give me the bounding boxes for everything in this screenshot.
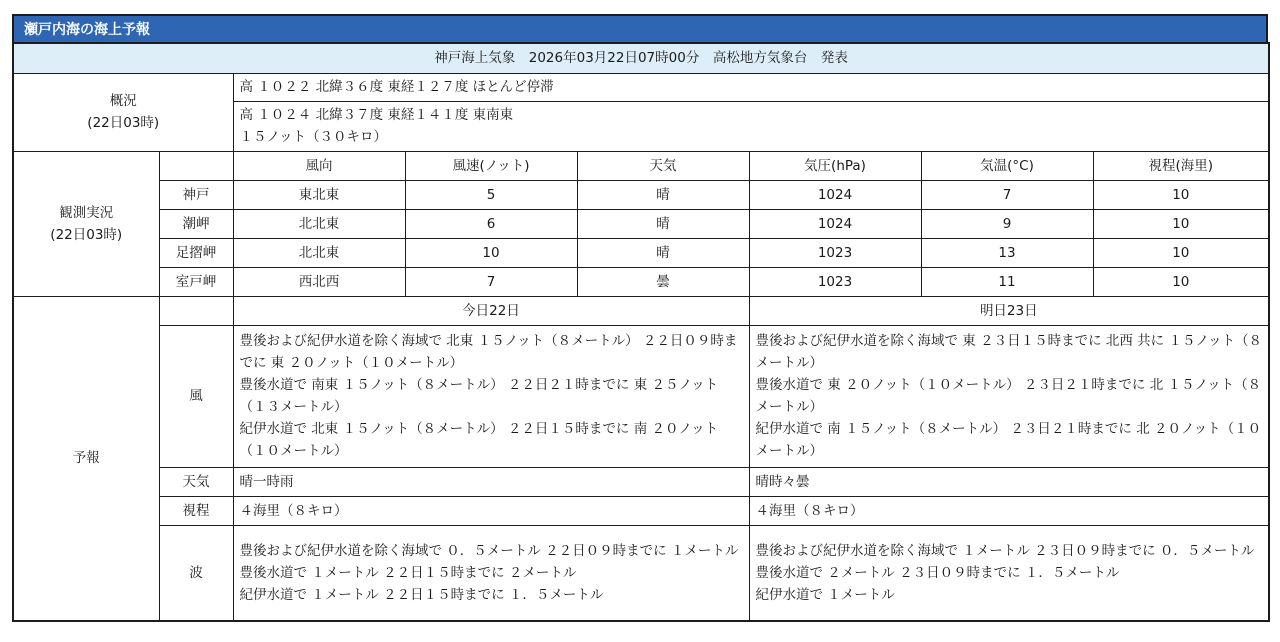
cell-weather: 晴 [577, 238, 749, 267]
cell-wind-dir: 北北東 [233, 238, 405, 267]
weather-today: 晴一時雨 [233, 467, 749, 496]
weather-tomorrow: 晴時々曇 [749, 467, 1269, 496]
wind-tomorrow: 豊後および紀伊水道を除く海域で 東 ２３日１５時までに 北西 共に １５ノット（８メートル） 豊後水道で 東 ２０ノット（１０メートル） ２３日２１時までに 北 １５ノット（８メートル） 紀伊水道で 南 １５ノット（８メートル） ２３日２１時までに 北 ２０ノット（１０メートル） [749, 325, 1269, 467]
gaikyo-label: 概況 (22日03時) [13, 73, 233, 151]
col-header-wind-dir: 風向 [233, 151, 405, 180]
cell-weather: 晴 [577, 180, 749, 209]
visibility-row-label: 視程 [159, 496, 233, 525]
table-row [13, 238, 1269, 267]
wave-today: 豊後および紀伊水道を除く海域で ０．５メートル ２２日０９時までに １メートル 豊後水道で １メートル ２２日１５時までに ２メートル 紀伊水道で １メートル ２２日１５時までに １．５メートル [233, 525, 749, 621]
cell-temp: 7 [921, 180, 1093, 209]
cell-wind-speed: 5 [405, 180, 577, 209]
gaikyo-line: 高 １０２４ 北緯３７度 東経１４１度 東南東 １５ノット（３０キロ） [233, 101, 1269, 151]
cell-temp: 13 [921, 238, 1093, 267]
cell-wind-dir: 東北東 [233, 180, 405, 209]
forecast-panel [12, 14, 1268, 622]
cell-pressure: 1024 [749, 180, 921, 209]
cell-wind-speed: 10 [405, 238, 577, 267]
panel-title: 瀬戸内海の海上予報 [12, 14, 1268, 42]
visibility-today: ４海里（８キロ） [233, 496, 749, 525]
cell-weather: 晴 [577, 209, 749, 238]
gaikyo-line: 高 １０２２ 北緯３６度 東経１２７度 ほとんど停滞 [233, 73, 1269, 101]
weather-row-label: 天気 [159, 467, 233, 496]
cell-visibility: 10 [1093, 238, 1269, 267]
wave-row-label: 波 [159, 525, 233, 621]
col-header-temp: 気温(°C) [921, 151, 1093, 180]
cell-pressure: 1023 [749, 238, 921, 267]
forecast-table [12, 42, 1270, 622]
cell-temp: 11 [921, 267, 1093, 296]
cell-wind-speed: 6 [405, 209, 577, 238]
visibility-tomorrow: ４海里（８キロ） [749, 496, 1269, 525]
cell-visibility: 10 [1093, 267, 1269, 296]
tomorrow-header: 明日23日 [749, 296, 1269, 325]
yoho-header-blank [159, 296, 233, 325]
cell-weather: 曇 [577, 267, 749, 296]
cell-pressure: 1023 [749, 267, 921, 296]
cell-visibility: 10 [1093, 209, 1269, 238]
wind-today: 豊後および紀伊水道を除く海域で 北東 １５ノット（８メートル） ２２日０９時までに 東 ２０ノット（１０メートル） 豊後水道で 南東 １５ノット（８メートル） ２２日２１時までに 東 ２５ノット（１３メートル） 紀伊水道で 北東 １５ノット（８メートル） ２２日１５時までに 南 ２０ノット（１０メートル） [233, 325, 749, 467]
col-header-wind-speed: 風速(ノット) [405, 151, 577, 180]
cell-wind-dir: 西北西 [233, 267, 405, 296]
station-name: 潮岬 [159, 209, 233, 238]
station-name: 足摺岬 [159, 238, 233, 267]
col-header-weather: 天気 [577, 151, 749, 180]
kansoku-label: 観測実況 (22日03時) [13, 151, 159, 296]
today-header: 今日22日 [233, 296, 749, 325]
table-row [13, 180, 1269, 209]
cell-wind-speed: 7 [405, 267, 577, 296]
wind-row-label: 風 [159, 325, 233, 467]
station-header-blank [159, 151, 233, 180]
announcement-bar: 神戸海上気象 2026年03月22日07時00分 高松地方気象台 発表 [13, 43, 1269, 73]
cell-pressure: 1024 [749, 209, 921, 238]
col-header-pressure: 気圧(hPa) [749, 151, 921, 180]
station-name: 神戸 [159, 180, 233, 209]
table-row [13, 209, 1269, 238]
cell-temp: 9 [921, 209, 1093, 238]
cell-visibility: 10 [1093, 180, 1269, 209]
wave-tomorrow: 豊後および紀伊水道を除く海域で １メートル ２３日０９時までに ０．５メートル 豊後水道で ２メートル ２３日０９時までに １．５メートル 紀伊水道で １メートル [749, 525, 1269, 621]
yoho-label: 予報 [13, 296, 159, 621]
station-name: 室戸岬 [159, 267, 233, 296]
table-row [13, 267, 1269, 296]
col-header-visibility: 視程(海里) [1093, 151, 1269, 180]
cell-wind-dir: 北北東 [233, 209, 405, 238]
